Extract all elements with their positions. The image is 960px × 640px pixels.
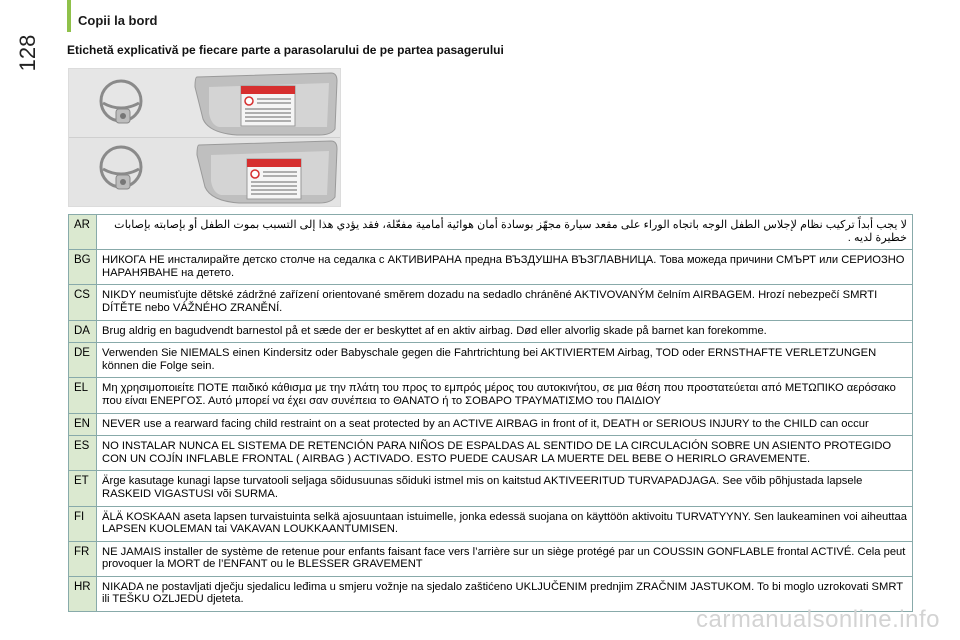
watermark: carmanualsonline.info (696, 606, 940, 633)
warning-text: Ärge kasutage kunagi lapse turvatooli seljaga sõidusuunas sõiduki istmel mis on kaitstud AKTIVEERITUD TURVAPADJAGA. See võib põhjustada lapsele RASKEID VIGASTUSI või SURMA. (97, 471, 913, 506)
table-row (69, 436, 913, 471)
language-code: ES (69, 436, 97, 471)
language-code: AR (69, 215, 97, 250)
warning-text: NEVER use a rearward facing child restraint on a seat protected by an ACTIVE AIRBAG in front of it, DEATH or SERIOUS INJURY to the CHILD can occur (97, 413, 913, 436)
warning-text: Μη χρησιμοποιείτε ΠΟΤΕ παιδικό κάθισμα με την πλάτη του προς το εμπρός μέρος του αυτοκινήτου, σε μια θέση που προστατεύεται από ΜΕΤΩΠΙΚΟ αερόσακο που είναι ΕΝΕΡΓΟΣ. Αυτό μπορεί να έχει σαν συνέπεια το ΘΑΝΑΤΟ ή το ΣΟΒΑΡΟ ΤΡΑΥΜΑΤΙΣΜΟ του ΠΑΙΔΙΟΥ (97, 378, 913, 413)
table-row (69, 471, 913, 506)
table-row (69, 250, 913, 285)
language-code: CS (69, 285, 97, 320)
warning-language-table (68, 214, 913, 612)
warning-text: NIKADA ne postavljati dječju sjedalicu leđima u smjeru vožnje na sjedalo zaštićeno UKLJUČENIM prednjim ZRAČNIM JASTUKOM. To bi moglo uzrokovati SMRT ili TEŠKU OZLJEDU djeteta. (97, 576, 913, 611)
language-code: BG (69, 250, 97, 285)
language-code: EN (69, 413, 97, 436)
language-code: FI (69, 506, 97, 541)
table-row (69, 541, 913, 576)
language-code: FR (69, 541, 97, 576)
language-code: ET (69, 471, 97, 506)
page-subtitle: Etichetă explicativă pe fiecare parte a parasolarului de pe partea pasagerului (67, 43, 504, 57)
section-title: Copii la bord (78, 13, 158, 28)
warning-text: ÄLÄ KOSKAAN aseta lapsen turvaistuinta selkä ajosuuntaan istuimelle, jonka edessä suojana on käyttöön aktivoitu TURVATYYNY. Sen laukeaminen voi aiheuttaa LAPSEN KUOLEMAN tai VAKAVAN LOUKKAANTUMISEN. (97, 506, 913, 541)
warning-text: NE JAMAIS installer de système de retenue pour enfants faisant face vers l’arrière sur un siège protégé par un COUSSIN GONFLABLE frontal ACTIVÉ. Cela peut provoquer la MORT de l’ENFANT ou le BLESSER GRAVEMENT (97, 541, 913, 576)
table-row (69, 413, 913, 436)
page-number: 128 (15, 34, 40, 72)
accent-bar (67, 0, 71, 32)
warning-text: Brug aldrig en bagudvendt barnestol på et sæde der er beskyttet af en aktiv airbag. Død eller alvorlig skade på barnet kan forekomme. (97, 320, 913, 343)
table-row (69, 320, 913, 343)
table-row (69, 343, 913, 378)
warning-text: NIKDY neumisťujte dětské zádržné zařízení orientované směrem dozadu na sedadlo chráněné AKTIVOVANÝM čelním AIRBAGEM. Hrozí nebezpečí SMRTI DÍTĚTE nebo VÁŽNÉHO ZRANĚNÍ. (97, 285, 913, 320)
table-row (69, 506, 913, 541)
table-row (69, 378, 913, 413)
warning-text: Verwenden Sie NIEMALS einen Kindersitz oder Babyschale gegen die Fahrtrichtung bei AKTIVIERTEM Airbag, TOD oder ERNSTHAFTE VERLETZUNGEN können die Folge sein. (97, 343, 913, 378)
table-row (69, 215, 913, 250)
warning-text: NO INSTALAR NUNCA EL SISTEMA DE RETENCIÓN PARA NIÑOS DE ESPALDAS AL SENTIDO DE LA CIRCULACIÓN SOBRE UN ASIENTO PROTEGIDO CON UN COJÍN INFLABLE FRONTAL ( AIRBAG ) ACTIVADO. ESTO PUEDE CAUSAR LA MUERTE DEL BEBE O HERIRLO GRAVEMENTE. (97, 436, 913, 471)
warning-text: لا يجب أبداً تركيب نظام لإجلاس الطفل الوجه باتجاه الوراء على مقعد سيارة مجهّز بوسادة أمان هوائية أمامية مفعّلة، فقد يؤدي هذا إلى التسبب بموت الطفل أو بإصابته بإصابات خطيرة لديه . (97, 215, 913, 250)
table-row (69, 285, 913, 320)
warning-text: НИКОГА НЕ инсталирайте детско столче на седалка с АКТИВИРАНА предна ВЪЗДУШНА ВЪЗГЛАВНИЦА. Това можеда причини СМЪРТ или СЕРИОЗНО НАРАНЯВАНЕ на детето. (97, 250, 913, 285)
language-code: DE (69, 343, 97, 378)
sun-visor-illustration (68, 68, 341, 207)
language-code: DA (69, 320, 97, 343)
language-code: EL (69, 378, 97, 413)
language-code: HR (69, 576, 97, 611)
